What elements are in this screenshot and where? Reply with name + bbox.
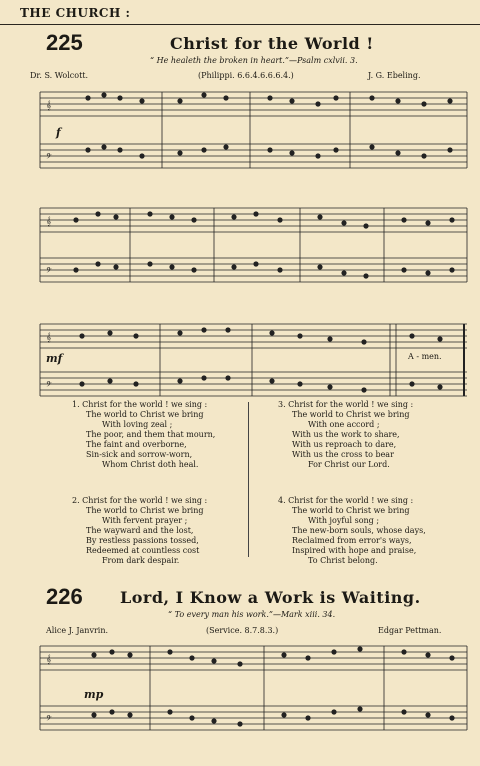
svg-text:𝄢: 𝄢 bbox=[46, 267, 52, 277]
verse-line: With us reproach to dare, bbox=[292, 440, 397, 449]
hymn-number-226: 226 bbox=[46, 584, 83, 609]
music-system-2 bbox=[0, 200, 480, 300]
dynamic-mezzo-forte: mf bbox=[46, 352, 63, 365]
verse-line: The world to Christ we bring bbox=[292, 410, 410, 419]
svg-text:𝄞: 𝄞 bbox=[46, 333, 52, 343]
verse-line: For Christ our Lord. bbox=[308, 460, 390, 469]
svg-text:𝄞: 𝄞 bbox=[46, 101, 52, 111]
hymn-composer-226: Edgar Pettman. bbox=[378, 626, 442, 635]
svg-text:𝄞: 𝄞 bbox=[46, 217, 52, 227]
verse-line: 2. Christ for the world ! we sing : bbox=[72, 496, 208, 505]
verse-line: The world to Christ we bring bbox=[86, 506, 204, 515]
verse-line: With one accord ; bbox=[308, 420, 380, 429]
hymn-epigraph-225: “ He healeth the broken in heart.”—Psalm cxlvii. 3. bbox=[150, 56, 358, 65]
verse-line: 3. Christ for the world ! we sing : bbox=[278, 400, 414, 409]
music-system-1 bbox=[0, 84, 480, 184]
hymn-composer-225: J. G. Ebeling. bbox=[368, 71, 421, 80]
verse-divider bbox=[248, 402, 249, 557]
verse-line: From dark despair. bbox=[102, 556, 180, 565]
verse-line: Whom Christ doth heal. bbox=[102, 460, 199, 469]
svg-text:𝄢: 𝄢 bbox=[46, 715, 52, 725]
svg-text:𝄢: 𝄢 bbox=[46, 381, 52, 391]
verse-line: With us the cross to bear bbox=[292, 450, 394, 459]
verse-line: With us the work to share, bbox=[292, 430, 400, 439]
verse-line: With loving zeal ; bbox=[102, 420, 173, 429]
hymn-author-225: Dr. S. Wolcott. bbox=[30, 71, 89, 80]
verse-line: The poor, and them that mourn, bbox=[86, 430, 216, 439]
verse-line: 1. Christ for the world ! we sing : bbox=[72, 400, 208, 409]
verse-1 bbox=[72, 400, 215, 470]
verse-line: Reclaimed from error's ways, bbox=[292, 536, 412, 545]
verse-line: The world to Christ we bring bbox=[292, 506, 410, 515]
amen-lyric: A - men. bbox=[408, 352, 442, 361]
verse-2 bbox=[72, 496, 207, 566]
verse-line: Inspired with hope and praise, bbox=[292, 546, 417, 555]
hymn-author-226: Alice J. Janvrin. bbox=[46, 626, 109, 635]
verse-line: By restless passions tossed, bbox=[86, 536, 199, 545]
verse-line: Sin-sick and sorrow-worn, bbox=[86, 450, 193, 459]
verse-line: The faint and overborne, bbox=[86, 440, 187, 449]
hymn-title-225: Christ for the World ! bbox=[170, 34, 374, 53]
verse-line: The wayward and the lost, bbox=[86, 526, 194, 535]
dynamic-forte: f bbox=[56, 126, 61, 139]
hymn-number-225: 225 bbox=[46, 30, 83, 55]
svg-text:𝄞: 𝄞 bbox=[46, 655, 52, 665]
hymn-meter-225: (Philippi. 6.6.4.6.6.6.4.) bbox=[198, 71, 294, 80]
hymn-title-226: Lord, I Know a Work is Waiting. bbox=[120, 588, 421, 607]
svg-text:𝄢: 𝄢 bbox=[46, 153, 52, 163]
verse-line: Redeemed at countless cost bbox=[86, 546, 200, 555]
verse-4 bbox=[278, 496, 426, 566]
verse-line: The new-born souls, whose days, bbox=[292, 526, 426, 535]
verse-line: The world to Christ we bring bbox=[86, 410, 204, 419]
verse-line: With joyful song ; bbox=[308, 516, 380, 525]
hymn-meter-226: (Service. 8.7.8.3.) bbox=[206, 626, 279, 635]
verse-line: With fervent prayer ; bbox=[102, 516, 188, 525]
verse-line: To Christ belong. bbox=[308, 556, 378, 565]
header-rule bbox=[0, 24, 480, 25]
music-system-4 bbox=[0, 638, 480, 766]
verse-3 bbox=[278, 400, 413, 470]
verse-line: 4. Christ for the world ! we sing : bbox=[278, 496, 414, 505]
hymn-epigraph-226: “ To every man his work.”—Mark xiii. 34. bbox=[168, 610, 336, 619]
section-heading: THE CHURCH : bbox=[20, 6, 131, 20]
dynamic-mezzo-piano: mp bbox=[84, 688, 104, 701]
